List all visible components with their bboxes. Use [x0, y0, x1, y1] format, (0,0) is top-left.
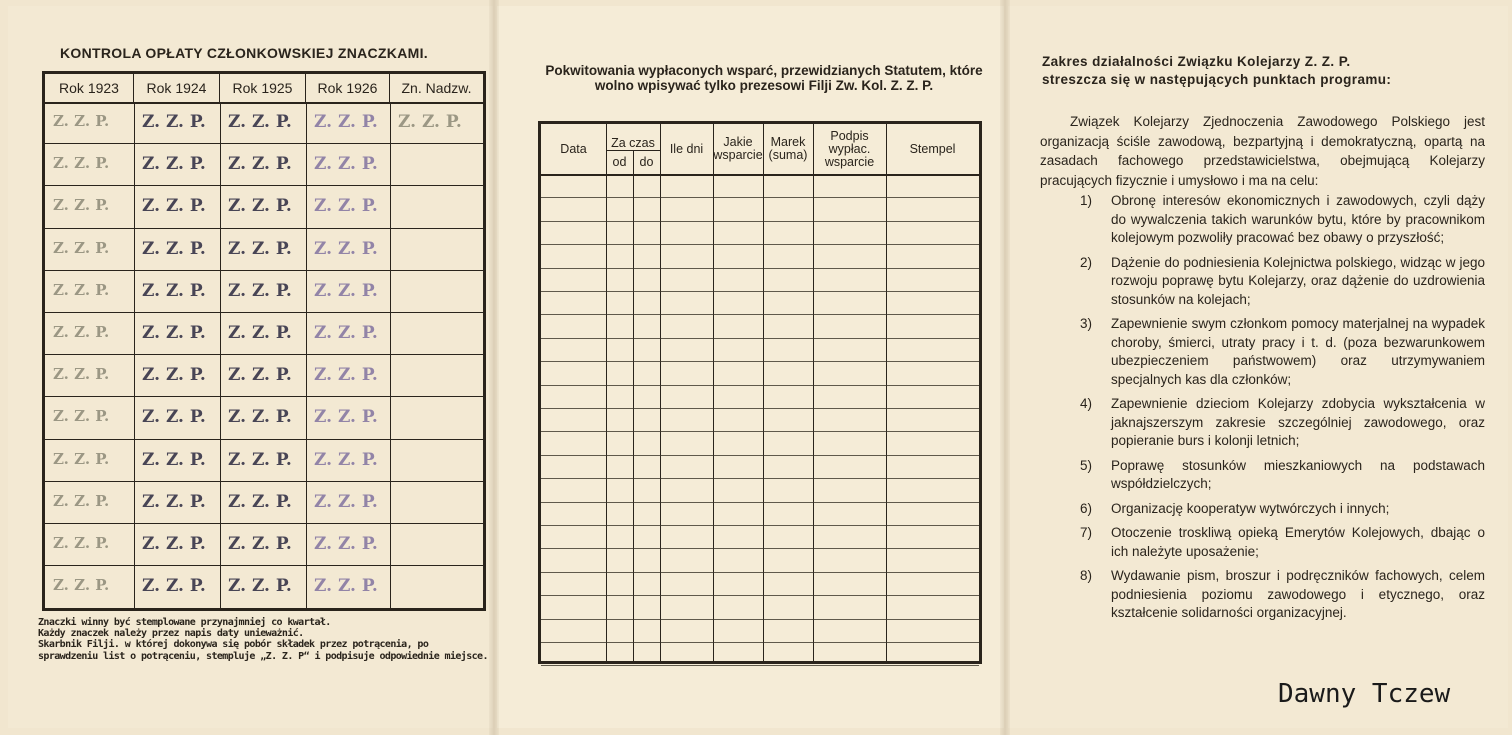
- program-item-number: 4): [1080, 396, 1093, 411]
- zzp-stamp: Z. Z. P.: [142, 576, 206, 597]
- program-item: [1080, 457, 1485, 494]
- col-header-podpis: Podpis wypłac. wsparcie: [824, 128, 875, 169]
- program-item: [1080, 567, 1485, 623]
- col-header-od: od: [612, 154, 627, 169]
- zzp-stamp: Z. Z. P.: [228, 112, 292, 132]
- left-panel-title: KONTROLA OPŁATY CZŁONKOWSKIEJ ZNACZKAMI.: [60, 45, 428, 61]
- left-panel-notes: [38, 617, 490, 662]
- program-item-text: Dążenie do podniesienia Kolejnictwa polskiego, widząc w jego rozwoju poprawę bytu Kolejarzy, oraz dążenie do uzdrowienia stosunków na kolejach;: [1111, 254, 1485, 307]
- zzp-stamp: Z. Z. P.: [53, 280, 110, 299]
- zzp-stamp: Z. Z. P.: [314, 534, 378, 554]
- program-item-number: 1): [1080, 193, 1093, 208]
- zzp-stamp: Z. Z. P.: [142, 365, 206, 386]
- zzp-stamp: Z. Z. P.: [53, 576, 110, 595]
- zzp-stamp: Z. Z. P.: [314, 154, 378, 175]
- note-line: Znaczki winny być stemplowane przynajmniej co kwartał.: [38, 617, 331, 628]
- fold-line-1: [489, 0, 499, 735]
- receipt-row: [541, 361, 979, 362]
- zzp-stamp: Z. Z. P.: [314, 407, 378, 428]
- receipt-row: [541, 431, 979, 432]
- receipt-row: [541, 619, 979, 620]
- zzp-stamp: Z. Z. P.: [398, 112, 462, 132]
- zzp-stamp: Z. Z. P.: [142, 491, 206, 512]
- program-item: [1080, 192, 1485, 248]
- zzp-stamp: Z. Z. P.: [142, 280, 206, 301]
- zzp-stamp: Z. Z. P.: [314, 280, 378, 301]
- note-line: Skarbnik Filji. w której dokonywa się pobór składek przez potrącenia, po sprawdzeniu list o potrąceniu, stempluje „Z. Z. P“ i podpisuje odpowiednie miejsce.: [38, 639, 488, 662]
- dues-control-table: [42, 71, 486, 611]
- col-header-1924: Rok 1924: [134, 74, 220, 102]
- col-divider: [633, 150, 634, 661]
- zzp-stamp: Z. Z. P.: [142, 407, 206, 428]
- col-header-stempel: Stempel: [909, 141, 956, 156]
- program-item-number: 3): [1080, 316, 1093, 331]
- receipt-row: [541, 665, 979, 666]
- program-item-number: 2): [1080, 254, 1093, 270]
- program-item: [1080, 500, 1485, 519]
- program-list: [1080, 192, 1485, 629]
- receipts-table: [538, 121, 982, 664]
- col-header-data: Data: [560, 141, 587, 156]
- col-divider: [886, 124, 887, 661]
- zzp-stamp: Z. Z. P.: [142, 196, 206, 217]
- zzp-stamp: Z. Z. P.: [142, 534, 206, 554]
- program-item: [1080, 395, 1485, 451]
- zzp-stamp: Z. Z. P.: [314, 576, 378, 597]
- fold-line-2: [1000, 0, 1010, 735]
- col-header-1923: Rok 1923: [45, 74, 134, 102]
- col-divider: [763, 124, 764, 661]
- receipt-row: [541, 221, 979, 222]
- zzp-stamp: Z. Z. P.: [53, 323, 110, 341]
- receipt-row: [541, 478, 979, 479]
- program-title-line-1: Zakres działalności Związku Kolejarzy Z. Z. P.: [1042, 54, 1351, 69]
- zzp-stamp: Z. Z. P.: [228, 407, 292, 428]
- zzp-stamp: Z. Z. P.: [228, 449, 292, 470]
- receipt-row: [541, 548, 979, 549]
- zzp-stamp: Z. Z. P.: [142, 323, 206, 343]
- zzp-stamp: Z. Z. P.: [53, 407, 110, 426]
- program-item: [1080, 315, 1485, 389]
- program-title: [1042, 53, 1482, 89]
- zzp-stamp: Z. Z. P.: [228, 196, 292, 217]
- col-header-za-czas: Za czas: [611, 136, 655, 150]
- col-header-1925: Rok 1925: [220, 74, 306, 102]
- zzp-stamp: Z. Z. P.: [314, 323, 378, 343]
- receipt-row: [541, 338, 979, 339]
- zzp-stamp: Z. Z. P.: [142, 112, 206, 132]
- program-item-number: 8): [1080, 568, 1093, 583]
- program-item: [1080, 254, 1485, 310]
- zzp-stamp: Z. Z. P.: [228, 323, 292, 343]
- program-item-number: 7): [1080, 525, 1093, 540]
- program-item-number: 5): [1080, 457, 1093, 473]
- zzp-stamp: Z. Z. P.: [53, 365, 110, 384]
- col-header-special: Zn. Nadzw.: [401, 80, 472, 96]
- col-divider: [713, 124, 714, 661]
- program-item-text: Zapewnienie swym członkom pomocy materjalnej na wypadek choroby, śmierci, utraty pracy i t. d. (poza bezwarunkowem ubezpieczeniem państwowem) oraz utrzymywaniem specjalnych kas dla członków;: [1111, 316, 1485, 387]
- receipt-row: [541, 385, 979, 386]
- watermark: Dawny Tczew: [1278, 679, 1451, 709]
- program-item-text: Poprawę stosunków mieszkaniowych na podstawach współdzielczych;: [1111, 457, 1485, 491]
- receipts-title: Pokwitowania wypłaconych wsparć, przewidzianych Statutem, które wolno wpisywać tylko prezesowi Filji Zw. Kol. Z. Z. P.: [545, 63, 983, 93]
- zzp-stamp: Z. Z. P.: [228, 491, 292, 512]
- zzp-stamp: Z. Z. P.: [53, 491, 110, 510]
- program-item-text: Wydawanie pism, broszur i podręczników fachowych, celem podniesienia poziomu zawodowego i etycznego, oraz kształcenie solidarności organizacyjnej.: [1111, 568, 1485, 620]
- program-item-text: Obronę interesów ekonomicznych i zawodowych, czyli dąży do wywalczenia takich warunków bytu, które by pracownikom kolejowym pozwoliły pracować bez obawy o przyszłość;: [1111, 193, 1485, 245]
- program-title-line-2: streszcza się w następujących punktach programu:: [1042, 72, 1392, 87]
- receipt-row: [541, 314, 979, 315]
- zzp-stamp: Z. Z. P.: [228, 365, 292, 386]
- receipt-row: [541, 291, 979, 292]
- zzp-stamp: Z. Z. P.: [53, 449, 110, 468]
- receipt-row: [541, 244, 979, 245]
- zzp-stamp: Z. Z. P.: [142, 154, 206, 175]
- zzp-stamp: Z. Z. P.: [53, 112, 110, 130]
- program-item-text: Otoczenie troskliwą opieką Emerytów Kolejowych, dbając o ich należyte uposażenie;: [1111, 525, 1485, 559]
- receipt-row: [541, 268, 979, 269]
- col-divider: [813, 124, 814, 661]
- receipt-row: [541, 502, 979, 503]
- receipt-row: [541, 595, 979, 596]
- dues-table-header: [45, 74, 483, 104]
- zzp-stamp: Z. Z. P.: [314, 238, 378, 259]
- zzp-stamp: Z. Z. P.: [314, 449, 378, 470]
- zzp-stamp: Z. Z. P.: [53, 238, 110, 257]
- program-item: [1080, 524, 1485, 561]
- col-header-1926: Rok 1926: [306, 74, 390, 102]
- program-item-text: Organizację kooperatyw wytwórczych i innych;: [1111, 500, 1390, 516]
- zzp-stamp: Z. Z. P.: [228, 238, 292, 259]
- receipt-row: [541, 408, 979, 409]
- zzp-stamp: Z. Z. P.: [228, 154, 292, 175]
- zzp-stamp: Z. Z. P.: [53, 196, 110, 215]
- col-header-ile-dni: Ile dni: [669, 141, 704, 156]
- receipt-row: [541, 455, 979, 456]
- receipt-row: [541, 572, 979, 573]
- zzp-stamp: Z. Z. P.: [314, 365, 378, 386]
- zzp-stamp: Z. Z. P.: [142, 238, 206, 259]
- program-item-text: Zapewnienie dzieciom Kolejarzy zdobycia wykształcenia w jaknajszerszym zakresie szczególniej zawodowego, oraz popieranie burs i kolonji letnich;: [1111, 396, 1485, 448]
- program-intro: Związek Kolejarzy Zjednoczenia Zawodowego Polskiego jest organizacją ściśle zawodową, bezpartyjną i demokratyczną, opartą na zasadach fachowego przedstawicielstwa, obejmującą Kolejarzy pracujących fizycznie i umysłowo i ma na celu:: [1040, 114, 1485, 188]
- zzp-stamp: Z. Z. P.: [142, 449, 206, 470]
- zzp-stamp: Z. Z. P.: [53, 534, 110, 552]
- col-header-do: do: [639, 154, 654, 169]
- receipt-row: [541, 642, 979, 643]
- zzp-stamp: Z. Z. P.: [314, 491, 378, 512]
- receipt-row: [541, 525, 979, 526]
- zzp-stamp: Z. Z. P.: [314, 196, 378, 217]
- note-line: Każdy znaczek należy przez napis daty unieważnić.: [38, 628, 304, 640]
- zzp-stamp: Z. Z. P.: [228, 534, 292, 554]
- col-header-marek: Marek (suma): [768, 135, 808, 162]
- zzp-stamp: Z. Z. P.: [53, 154, 110, 173]
- zzp-stamp: Z. Z. P.: [228, 576, 292, 597]
- col-divider: [606, 124, 607, 661]
- zzp-stamp: Z. Z. P.: [314, 112, 378, 132]
- program-item-number: 6): [1080, 500, 1093, 516]
- col-header-jakie-wsparcie: Jakie wsparcie: [713, 135, 763, 162]
- zzp-stamp: Z. Z. P.: [228, 280, 292, 301]
- col-divider: [660, 124, 661, 661]
- receipt-row: [541, 197, 979, 198]
